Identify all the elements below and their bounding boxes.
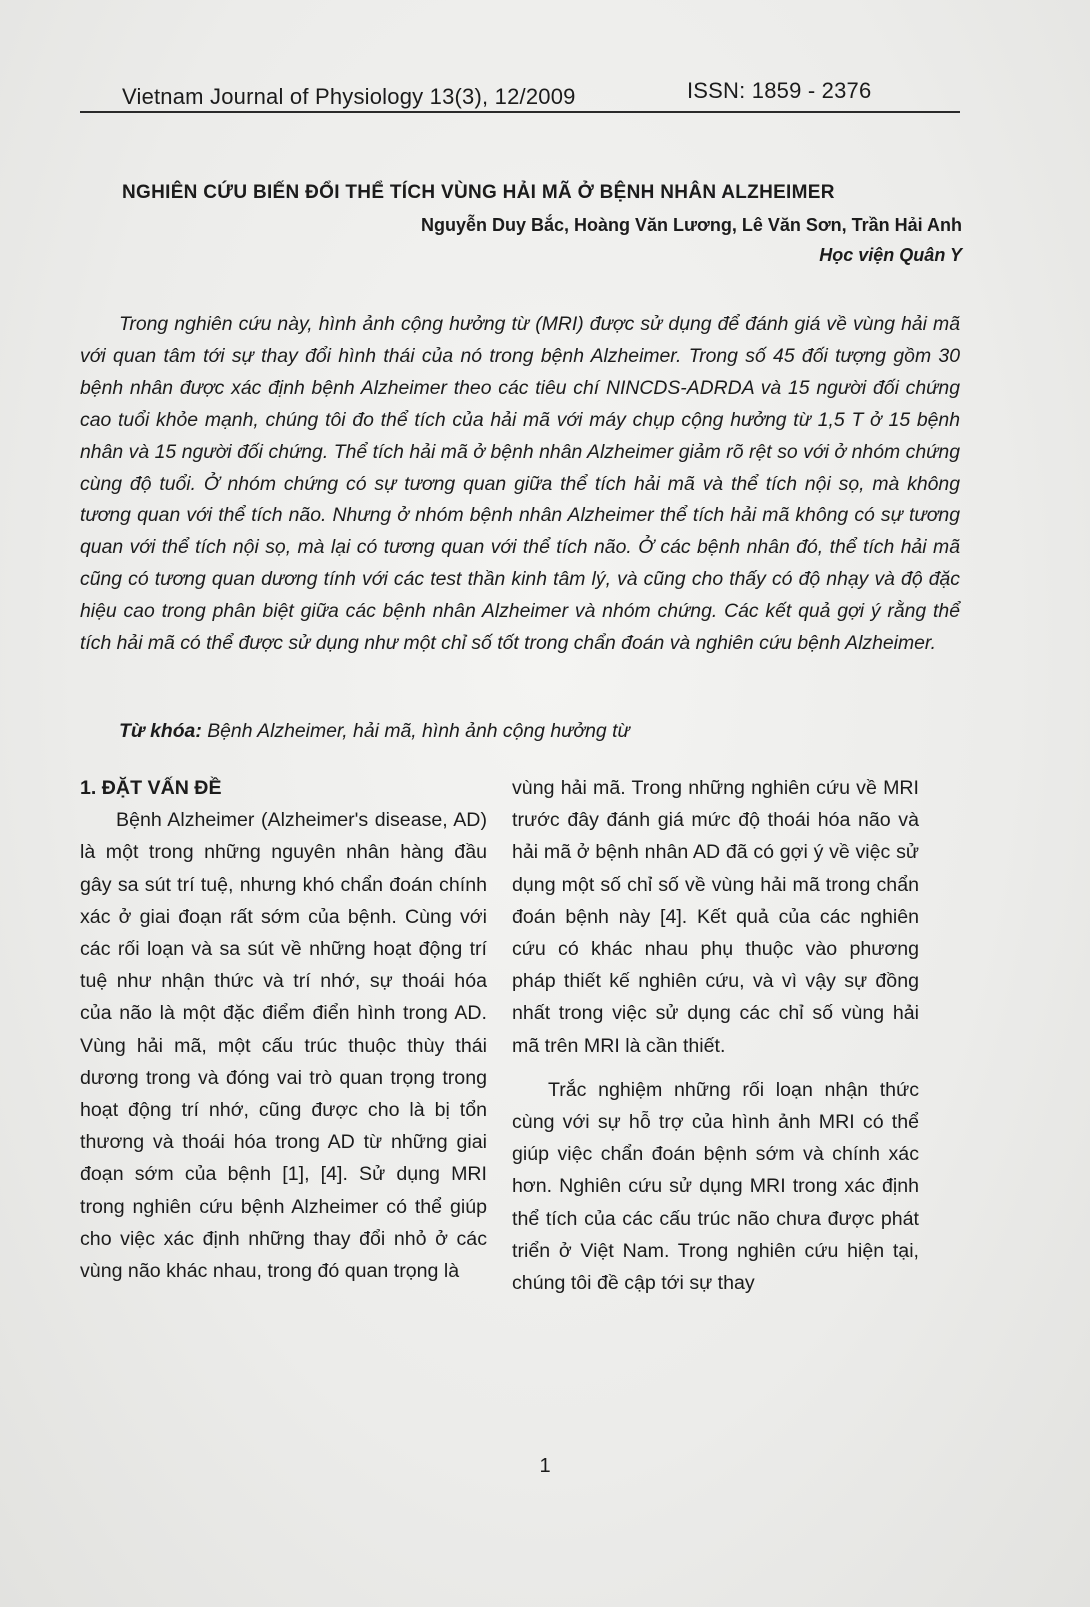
page-number: 1 [539, 1455, 551, 1477]
journal-citation: Vietnam Journal of Physiology 13(3), 12/2009 [122, 84, 576, 109]
body-paragraph-continued: vùng hải mã. Trong những nghiên cứu về MRI trước đây đánh giá mức độ thoái hóa não và hải mã ở bệnh nhân AD đã có gợi ý về việc sử dụng một số chỉ số về vùng hải mã trong chẩn đoán bệnh này [4]. Kết quả của các nghiên cứu có khác nhau phụ thuộc vào phương pháp thiết kế nghiên cứu, và vì vậy sự đồng nhất trong việc sử dụng các chỉ số vùng hải mã trên MRI là cần thiết. [512, 777, 919, 1057]
journal-header [122, 78, 892, 114]
section-heading: 1. ĐẶT VẤN ĐỀ [80, 777, 222, 799]
header-rule [80, 111, 960, 113]
keywords-text: Bệnh Alzheimer, hải mã, hình ảnh cộng hưởng từ [207, 720, 630, 742]
author-affiliation: Học viện Quân Y [819, 245, 962, 265]
author-list: Nguyễn Duy Bắc, Hoàng Văn Lương, Lê Văn Sơn, Trần Hải Anh [420, 215, 962, 235]
issn-label: ISSN: 1859 - 2376 [687, 78, 872, 103]
keywords [119, 720, 959, 743]
keywords-label: Từ khóa: [119, 720, 202, 742]
article-title: NGHIÊN CỨU BIẾN ĐỔI THỂ TÍCH VÙNG HẢI MÃ Ở BỆNH NHÂN ALZHEIMER [122, 182, 835, 203]
body-paragraph: Trắc nghiệm những rối loạn nhận thức cùng với sự hỗ trợ của hình ảnh MRI có thể giúp việc chẩn đoán bệnh sớm và chính xác hơn. Nghiên cứu sử dụng MRI trong xác định thể tích của các cấu trúc não chưa được phát triển ở Việt Nam. Trong nghiên cứu hiện tại, chúng tôi đề cập tới sự thay [512, 1078, 919, 1295]
body-column-left [80, 772, 487, 1287]
abstract: Trong nghiên cứu này, hình ảnh cộng hưởng từ (MRI) được sử dụng để đánh giá về vùng hải mã với quan tâm tới sự thay đổi hình thái của nó trong bệnh Alzheimer. Trong số 45 đối tượng gồm 30 bệnh nhân được xác định bệnh Alzheimer theo các tiêu chí NINCDS-ADRDA và 15 người đối chứng cao tuổi khỏe mạnh, chúng tôi đo thể tích của hải mã với máy chụp cộng hưởng từ 1,5 T ở 15 bệnh nhân và 15 người đối chứng. Thể tích hải mã ở bệnh nhân Alzheimer giảm rõ rệt so với ở nhóm chứng cùng độ tuổi. Ở nhóm chứng có sự tương quan giữa thể tích hải mã và thể tích nội sọ, mà không tương quan với thể tích não. Nhưng ở nhóm bệnh nhân Alzheimer thể tích hải mã không có sự tương quan với thể tích nội sọ, mà lại có tương quan với thể tích não. Ở các bệnh nhân đó, thể tích hải mã cũng có tương quan dương tính với các test thần kinh tâm lý, và cũng cho thấy có độ nhạy và độ đặc hiệu cao trong phân biệt giữa các bệnh nhân Alzheimer và nhóm chứng. Các kết quả gợi ý rằng thể tích hải mã có thể được sử dụng như một chỉ số tốt trong chẩn đoán và nghiên cứu bệnh Alzheimer. [80, 313, 960, 655]
body-column-right [512, 772, 919, 1299]
body-paragraph: Bệnh Alzheimer (Alzheimer's disease, AD) là một trong những nguyên nhân hàng đầu gây sa sút trí tuệ, nhưng khó chẩn đoán chính xác ở giai đoạn rất sớm của bệnh. Cùng với các rối loạn và sa sút về những hoạt động trí tuệ như nhận thức và trí nhớ, sự thoái hóa của não là một đặc điểm điển hình trong AD. Vùng hải mã, một cấu trúc thuộc thùy thái dương trong và đóng vai trò quan trọng trong hoạt động trí nhớ, cũng được cho là bị tổn thương và thoái hóa trong AD từ những giai đoạn sớm của bệnh [1], [4]. Sử dụng MRI trong nghiên cứu bệnh Alzheimer có thể giúp cho việc xác định những thay đổi nhỏ ở các vùng não khác nhau, trong đó quan trọng là [80, 809, 487, 1283]
